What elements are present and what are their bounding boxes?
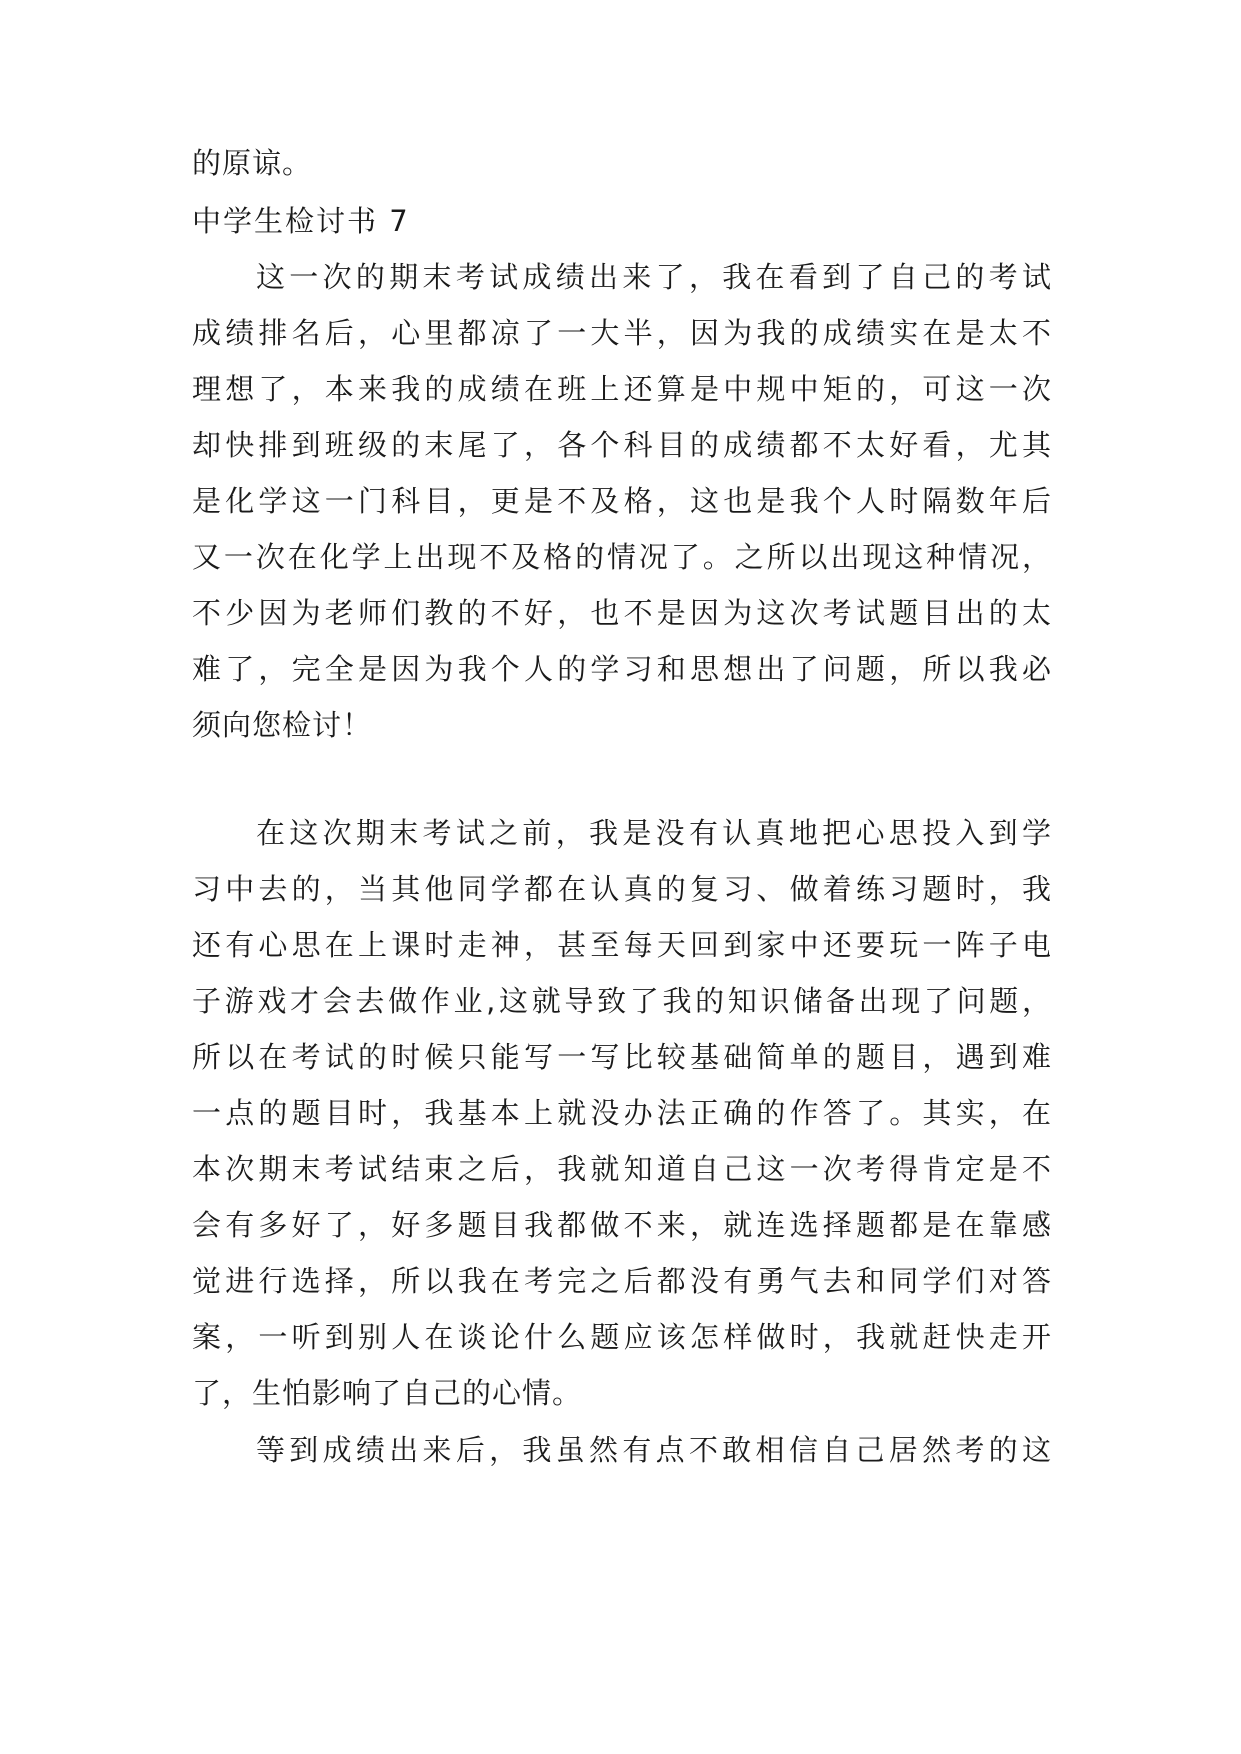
- paragraph-1-line-1: 这一次的期末考试成绩出来了，我在看到了自己的考试: [256, 260, 1052, 294]
- paragraph-2-line-7: 本次期末考试结束之后，我就知道自己这一次考得肯定是不: [192, 1152, 1052, 1186]
- paragraph-2-line-5: 所以在考试的时候只能写一写比较基础简单的题目，遇到难: [192, 1040, 1052, 1074]
- paragraph-1-line-4: 却快排到班级的末尾了，各个科目的成绩都不太好看，尤其: [192, 428, 1052, 462]
- paragraph-2-line-8: 会有多好了，好多题目我都做不来，就连选择题都是在靠感: [192, 1208, 1052, 1242]
- paragraph-2-line-2: 习中去的，当其他同学都在认真的复习、做着练习题时，我: [192, 872, 1052, 906]
- section-title: 中学生检讨书 7: [192, 204, 410, 238]
- paragraph-1-line-9: 须向您检讨！: [192, 708, 373, 742]
- paragraph-1-line-5: 是化学这一门科目，更是不及格，这也是我个人时隔数年后: [192, 484, 1052, 518]
- paragraph-1-line-3: 理想了，本来我的成绩在班上还算是中规中矩的，可这一次: [192, 372, 1052, 406]
- paragraph-2-line-9: 觉进行选择，所以我在考完之后都没有勇气去和同学们对答: [192, 1264, 1052, 1298]
- paragraph-1-line-7: 不少因为老师们教的不好，也不是因为这次考试题目出的太: [192, 596, 1052, 630]
- paragraph-1-line-6: 又一次在化学上出现不及格的情况了。之所以出现这种情况，: [192, 540, 1052, 574]
- paragraph-1-line-8: 难了，完全是因为我个人的学习和思想出了问题，所以我必: [192, 652, 1052, 686]
- paragraph-2-line-6: 一点的题目时，我基本上就没办法正确的作答了。其实，在: [192, 1096, 1052, 1130]
- paragraph-2-line-10: 案，一听到别人在谈论什么题应该怎样做时，我就赶快走开: [192, 1320, 1052, 1354]
- carry-over-line: 的原谅。: [192, 146, 313, 180]
- paragraph-3-line-1: 等到成绩出来后，我虽然有点不敢相信自己居然考的这: [256, 1433, 1052, 1467]
- paragraph-2-line-11: 了，生怕影响了自己的心情。: [192, 1376, 583, 1410]
- paragraph-2-line-4: 子游戏才会去做作业,这就导致了我的知识储备出现了问题，: [192, 984, 1052, 1018]
- paragraph-1-line-2: 成绩排名后，心里都凉了一大半，因为我的成绩实在是太不: [192, 316, 1052, 350]
- paragraph-2-line-3: 还有心思在上课时走神，甚至每天回到家中还要玩一阵子电: [192, 928, 1052, 962]
- paragraph-2-line-1: 在这次期末考试之前，我是没有认真地把心思投入到学: [256, 816, 1052, 850]
